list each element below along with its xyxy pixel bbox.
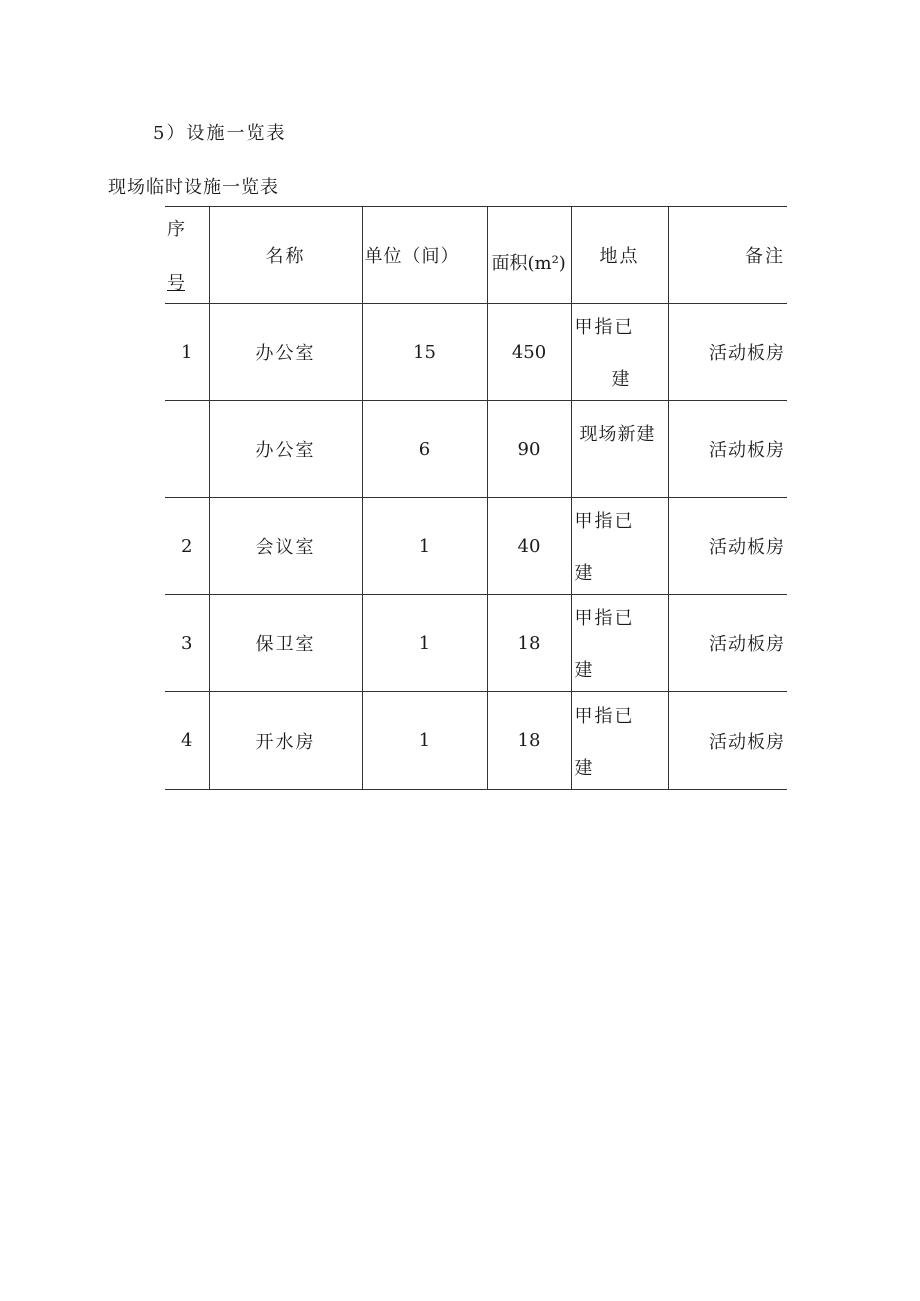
cell-location — [571, 304, 668, 401]
header-seq-line1: 序 — [167, 219, 185, 240]
cell-location-line1: 甲指已 — [574, 608, 635, 629]
table-row — [165, 304, 787, 401]
header-area-label: 面积(m²) — [491, 253, 566, 274]
cell-location-line2: 建 — [574, 660, 595, 681]
cell-location — [571, 498, 668, 595]
cell-area: 18 — [487, 692, 571, 790]
cell-unit: 1 — [362, 692, 487, 790]
cell-note: 活动板房 — [668, 304, 787, 401]
cell-seq: 2 — [181, 535, 193, 557]
header-area — [487, 207, 571, 304]
header-seq-line2: 号 — [167, 273, 185, 294]
cell-unit: 15 — [362, 304, 487, 401]
table-header-row — [165, 207, 787, 304]
cell-unit: 1 — [362, 595, 487, 692]
cell-unit: 1 — [362, 498, 487, 595]
cell-seq: 1 — [181, 341, 193, 363]
cell-location — [571, 595, 668, 692]
cell-location — [571, 692, 668, 790]
cell-note: 活动板房 — [668, 692, 787, 790]
cell-location-line1: 甲指已 — [574, 511, 635, 532]
cell-location-line2: 建 — [574, 757, 595, 779]
cell-name: 保卫室 — [209, 595, 362, 692]
header-seq — [165, 207, 209, 304]
table-row — [165, 595, 787, 692]
cell-seq: 4 — [181, 730, 193, 751]
cell-seq: 3 — [181, 632, 193, 654]
cell-location-line2: 建 — [611, 369, 632, 390]
facilities-table — [165, 206, 787, 790]
cell-location — [571, 401, 668, 498]
cell-name: 会议室 — [209, 498, 362, 595]
table-row — [165, 498, 787, 595]
cell-name: 办公室 — [209, 304, 362, 401]
header-unit: 单位（间） — [362, 207, 487, 304]
cell-note: 活动板房 — [668, 595, 787, 692]
table-title: 现场临时设施一览表 — [108, 177, 279, 198]
header-location: 地点 — [571, 207, 668, 304]
section-heading: 5）设施一览表 — [153, 123, 287, 144]
cell-note: 活动板房 — [668, 498, 787, 595]
cell-seq — [165, 401, 209, 498]
cell-area: 40 — [487, 498, 571, 595]
table-row — [165, 692, 787, 790]
header-note: 备注 — [668, 207, 787, 304]
cell-name: 办公室 — [209, 401, 362, 498]
header-name: 名称 — [209, 207, 362, 304]
cell-note: 活动板房 — [668, 401, 787, 498]
cell-area: 90 — [487, 401, 571, 498]
cell-location-line1: 甲指已 — [574, 317, 635, 338]
cell-location-text: 现场新建 — [579, 424, 656, 445]
cell-unit: 6 — [362, 401, 487, 498]
table-row — [165, 401, 787, 498]
cell-area: 18 — [487, 595, 571, 692]
cell-location-line1: 甲指已 — [574, 705, 635, 727]
cell-name: 开水房 — [209, 692, 362, 790]
cell-location-line2: 建 — [574, 563, 595, 584]
cell-area: 450 — [487, 304, 571, 401]
